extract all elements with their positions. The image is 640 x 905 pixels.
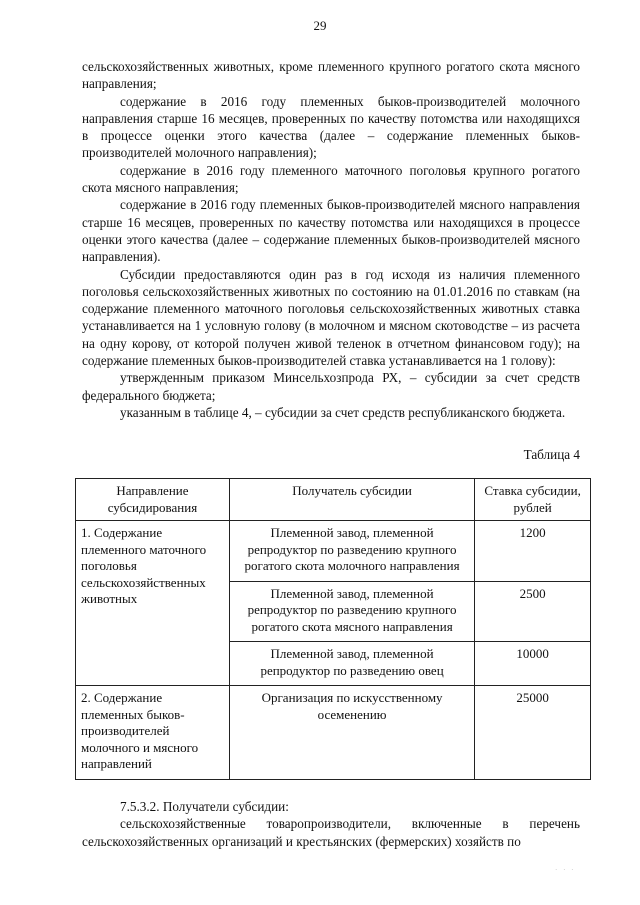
rate-cell: 1200	[475, 521, 591, 582]
table-row	[76, 521, 591, 582]
paragraph: содержание в 2016 году племенного маточного поголовья крупного рогатого скота мясного направления;	[82, 162, 580, 196]
header-rate: Ставка субсидии, рублей	[475, 479, 591, 521]
section-heading: 7.5.3.2. Получатели субсидии:	[120, 799, 289, 814]
recipient-cell: Племенной завод, племенной репродуктор по разведению овец	[229, 642, 474, 686]
rate-cell: 10000	[475, 642, 591, 686]
rate-cell: 2500	[475, 581, 591, 642]
recipient-cell: Племенной завод, племенной репродуктор по разведению крупного рогатого скота молочного направления	[229, 521, 474, 582]
table-header-row	[76, 479, 591, 521]
after-table-text	[82, 798, 580, 850]
recipient-cell: Организация по искусственному осеменению	[229, 686, 474, 780]
table-row	[76, 686, 591, 780]
header-direction: Направление субсидирования	[76, 479, 230, 521]
direction-cell: 1. Содержание племенного маточного поголовья сельскохозяйственных животных	[76, 521, 230, 686]
paragraph: Субсидии предоставляются один раз в год исходя из наличия племенного поголовья сельскохозяйственных животных по состоянию на 01.01.2016 по ставкам (на содержание племенного маточного поголовья сельскохозяйственных животных ставка устанавливается на 1 условную голову (в молочном и мясном скотоводстве – из расчета на одну корову, от которой получен живой теленок в отчетном финансовом году); на содержание племенных быков-производителей ставка устанавливается на 1 голову):	[82, 266, 580, 369]
paragraph: сельскохозяйственных животных, кроме племенного крупного рогатого скота мясного направления;	[82, 59, 580, 92]
paragraph: указанным в таблице 4, – субсидии за счет средств республиканского бюджета.	[120, 404, 566, 420]
subsidy-table	[75, 478, 591, 780]
paragraph: содержание в 2016 году племенных быков-производителей молочного направления старше 16 месяцев, проверенных по качеству потомства или находящихся в процессе оценки этого качества (далее – содержание племенных быков-производителей молочного направления);	[82, 93, 580, 161]
body-text	[82, 58, 580, 421]
paragraph: сельскохозяйственные товаропроизводители, включенные в перечень сельскохозяйственных организаций и крестьянских (фермерских) хозяйств по	[82, 816, 580, 849]
page-number: 29	[313, 18, 327, 33]
table-caption: Таблица 4	[523, 447, 580, 462]
scan-mark: · · ·	[555, 866, 576, 874]
header-recipient: Получатель субсидии	[229, 479, 474, 521]
direction-cell: 2. Содержание племенных быков-производителей молочного и мясного направлений	[76, 686, 230, 780]
paragraph: утвержденным приказом Минсельхозпрода РХ, – субсидии за счет средств федерального бюджета;	[82, 370, 580, 403]
paragraph: содержание в 2016 году племенных быков-производителей мясного направления старше 16 месяцев, проверенных по качеству потомства или находящихся в процессе оценки этого качества (далее – содержание племенных быков-производителей мясного направления).	[82, 197, 580, 265]
rate-cell: 25000	[475, 686, 591, 780]
recipient-cell: Племенной завод, племенной репродуктор по разведению крупного рогатого скота мясного направления	[229, 581, 474, 642]
